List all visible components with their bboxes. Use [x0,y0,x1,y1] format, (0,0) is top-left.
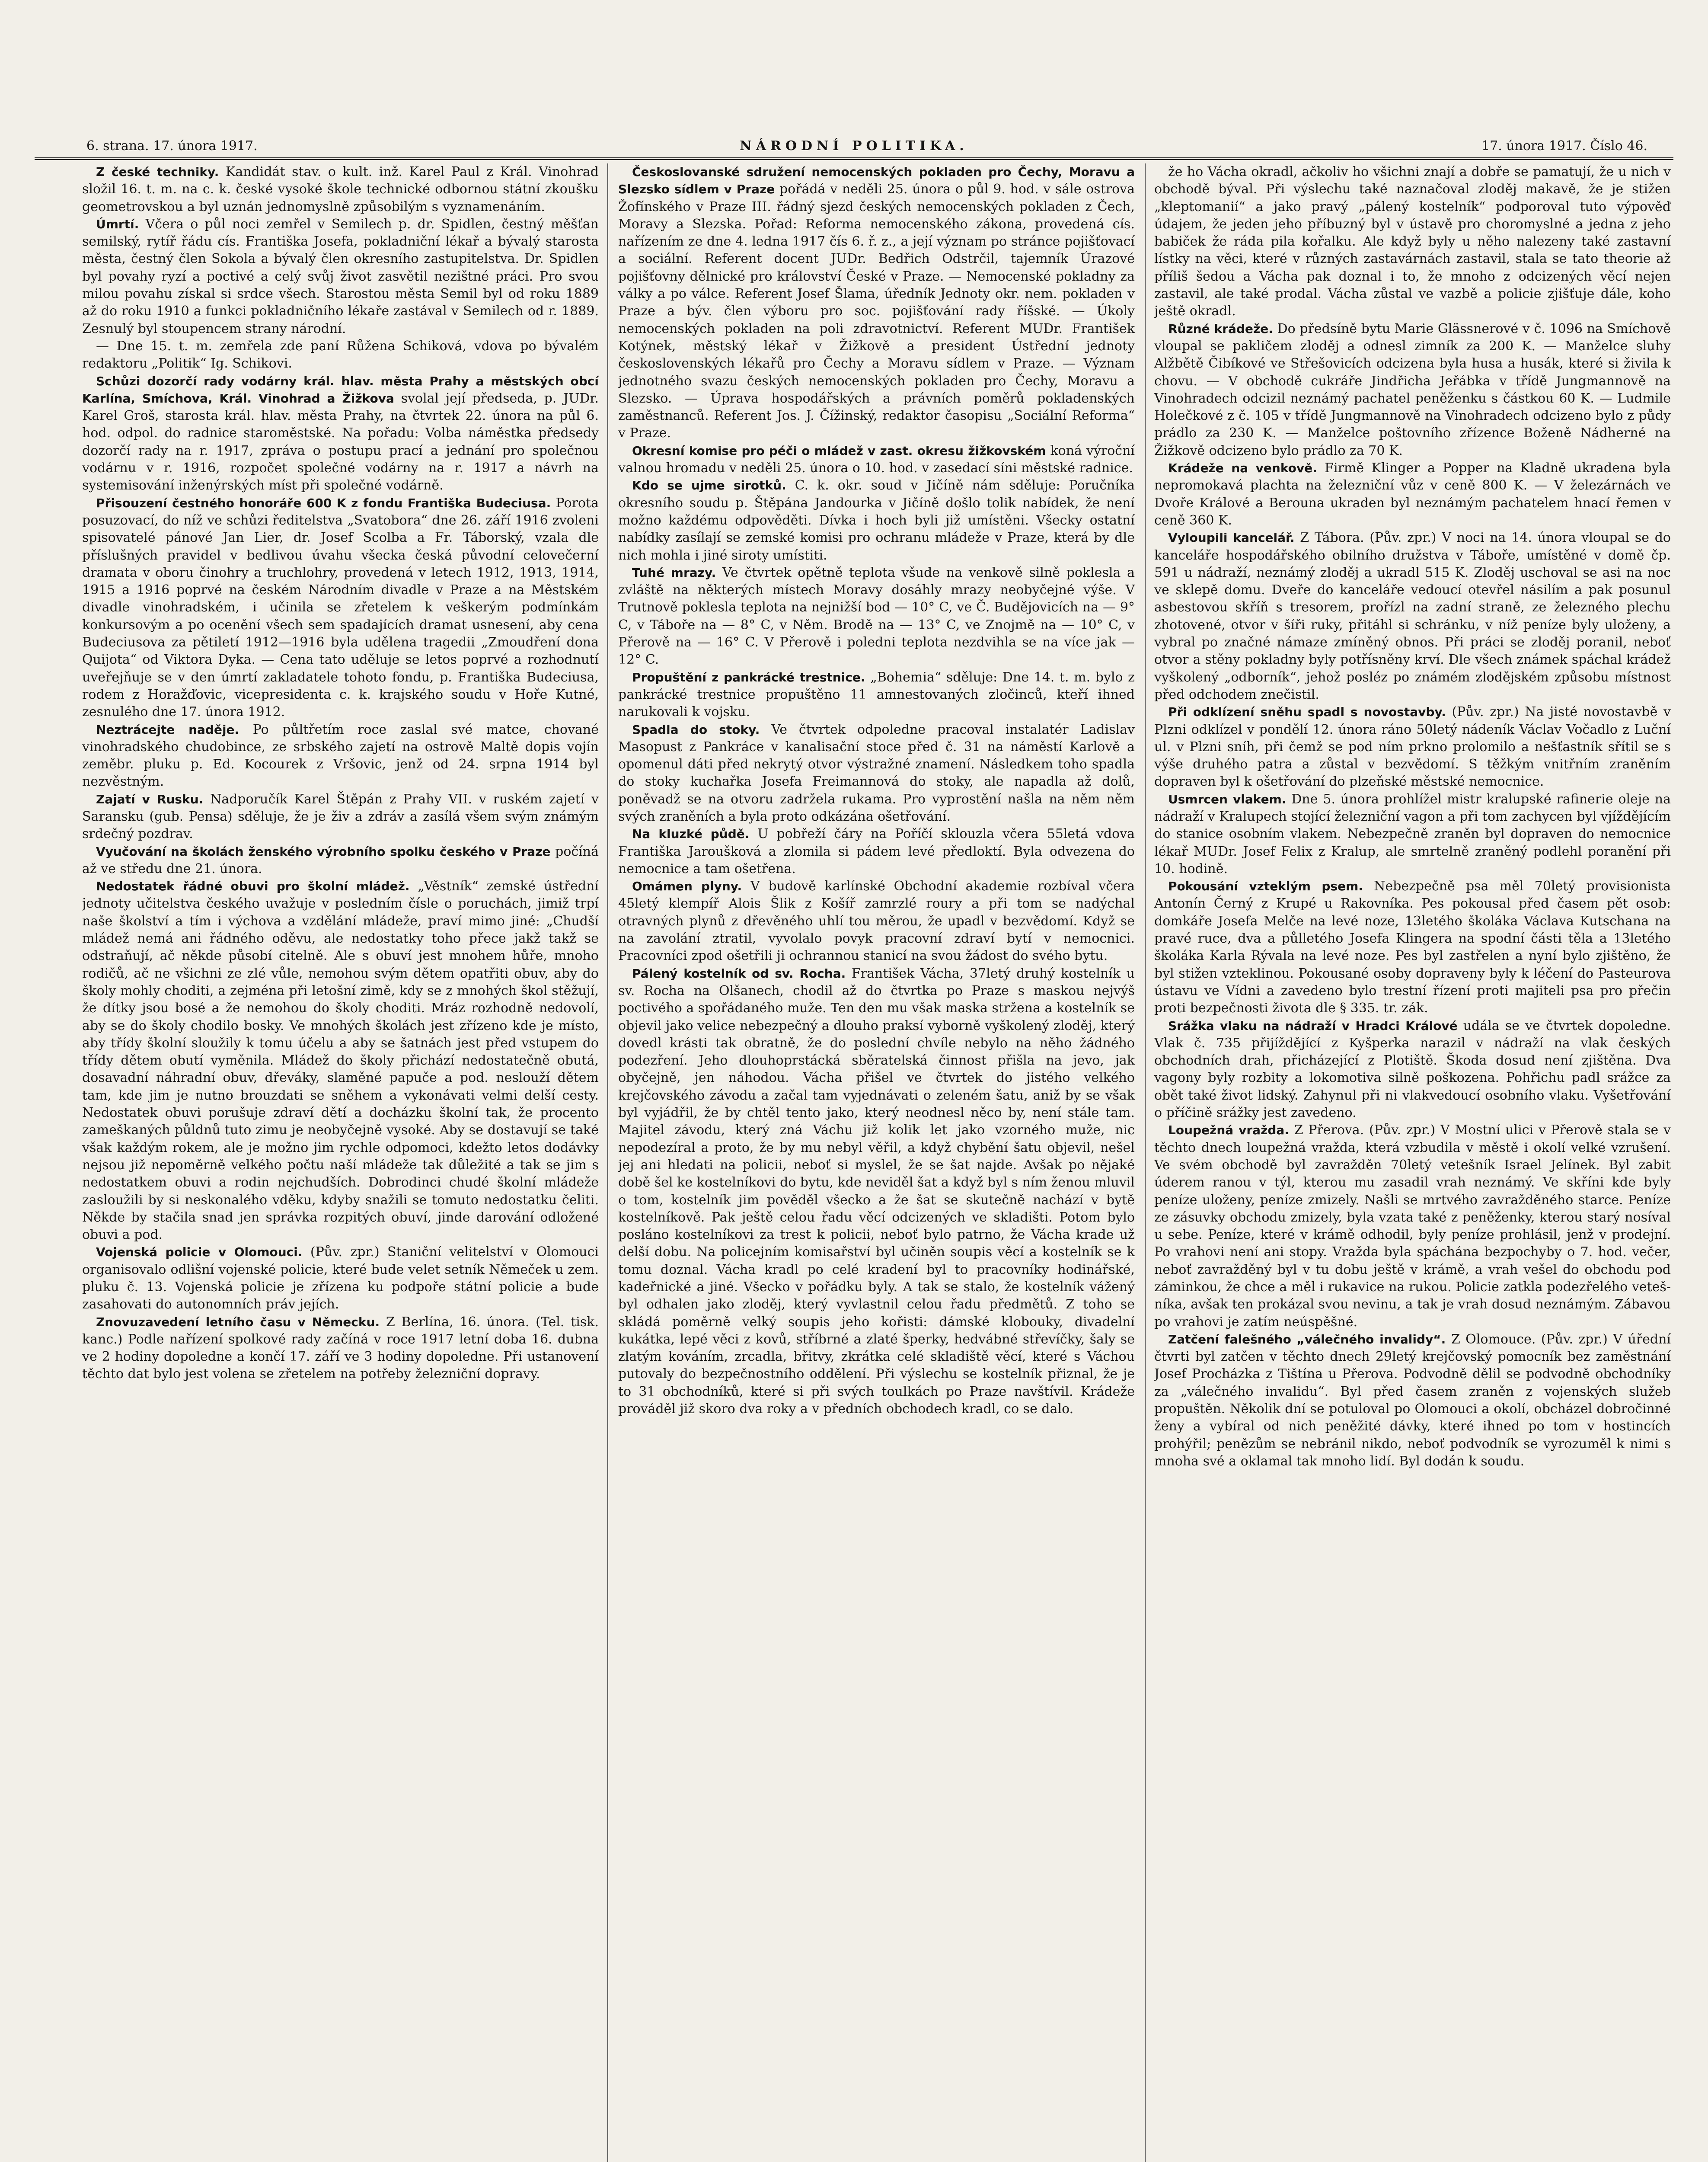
article-paragraph [618,721,1135,826]
article-paragraph [82,1244,599,1313]
article-paragraph [82,721,599,791]
article-heading: Propuštění z pankrácké trestnice. [632,670,865,684]
article-text: koná výroční valnou hromadu v neděli 25. února o 10. hod. v zasedací síni městské radnice. [618,443,1135,476]
article-paragraph [618,878,1135,965]
article-text: Z Olomouce. (Pův. zpr.) V úřední čtvrti byl zatčen v těchto dnech 29letý krejčovský pomocník bez zaměstnání Josef Procházka z Tištína u Přerova. Podvodně dělil se podvodně obchodníky za „válečného invalidu“. Byl před časem zraněn z vojenských služeb propuštěn. Několik dní se potuloval po Olomouci a okolí, obcházel dobročinné ženy a vybíral od nich peněžité dávky, které ihned po tom v hostincích prohýřil; penězům se nebránil nikdo, neboť podvodník se vyrozuměl k nimi s mnoha své a oklamal tak mnoho lidí. Byl dodán k soudu. [1154,1331,1671,1469]
page-header [35,138,1673,160]
article-text: Kandidát stav. o kult. inž. Karel Paul z Král. Vinohrad složil 16. t. m. na c. k. české vysoké škole technické odbornou státní zkoušku geometrovskou a byl uznán jednomyslně způsobilým s vyznamenáním. [82,164,599,214]
column-2 [618,163,1135,2162]
article-text: Včera o půl noci zemřel v Semilech p. dr. Spidlen, čestný měšťan semilský, rytíř řádu cís. Františka Josefa, pokladniční lékař a bývalý starosta města, čestný člen Sokola a bývalý člen okresního zastupitelstva. Dr. Spidlen byl povahy ryzí a poctivé a celý svůj život zasvětil nezištné práci. Pro svou milou povahu získal si srdce všech. Starostou města Semil byl od roku 1889 až do roku 1910 a funkci pokladničního lékaře zastával v Semilech od r. 1889. Zesnulý byl stoupencem strany národní. [82,216,599,336]
article-heading: Při odklízení sněhu spadl s novostavby. [1168,705,1446,720]
header-issue-number: 17. února 1917. Číslo 46. [1481,138,1647,154]
column-1 [82,163,599,2162]
article-heading: Úmrtí. [96,217,139,231]
article-paragraph [82,338,599,373]
header-page-date: 6. strana. 17. února 1917. [86,138,258,154]
article-text: V budově karlínské Obchodní akademie rozbíval včera 45letý klempíř Alois Šlik z Košíř zamrzlé roury a při tom se nadýchal otravných plynů z dřevěného uhlí tou měrou, že upadl v bezvědomí. Když se na zavolání ztratil, vyvolalo povyk pracovní zdraví bytí v nemocnici. Pracovníci zpod ošetřili ji ochrannou stanicí na svou žádost do svého bytu. [618,879,1135,964]
article-text: (Pův. zpr.) Staniční velitelství v Olomouci organisovalo odlišní vojenské policie, které bude velet setník Němeček u zem. pluku č. 13. Vojenská policie je zřízena ku podpoře státní policie a bude zasahovati do autonomních práv jejích. [82,1244,599,1312]
article-heading: Na kluzké půdě. [632,827,750,841]
article-text: Firmě Klinger a Popper na Kladně ukradena byla nepromokavá plachta na železniční vůz v ceně 800 K. — V železárnách ve Dvoře Králové a Berouna ukraden byl neznámým pachatelem hnací řemen v ceně 360 K. [1154,461,1671,528]
article-text: „Věstník“ zemské ústřední jednoty učitelstva českého uvažuje v posledním čísle o poruchách, jimiž trpí naše školství a tím i výchova a vzdělání mládeže, praví mimo jiné: „Chudší mládež nemá ani řádného oděvu, ale nedostatky toho přece jakž takž se odstraňují, ač někde působí citelně. Ale s obuví jest mnohem hůře, mnoho rodičů, ač ne všichni ze zlé vůle, nemohou svým dětem opatřiti obuv, aby do školy mohly choditi, a zejména při letošní zimě, kdy se z mnohých škol stěžují, že dítky jsou bosé a že nemohou do školy choditi. Mráz rozhodně nedovolí, aby se do školy chodilo bosky. Ve mnohých školách jest zřízeno kde je místo, aby třídy školní sloužily k tomu účelu a aby se šatnách jest před vstupem do třídy dětem obutí vyměnila. Mládež do školy přichází nedostatečně obutá, dosavadní náhradní obuv, dřeváky, slaměné papuče a pod. neslouží dětem tam, kde jim je nutno brouzdati se sněhem a vykonávati velmi delší cesty. Nedostatek obuvi porušuje zdraví dětí a docházku školní tak, že procento zameškaných půldnů tuto zimu je neobyčejně vysoké. Aby se dostavují se také však každým rokem, ale je možno jim rychle odpomoci, kdežto letos dodávky nejsou již nepoměrně velkého počtu naší mládeže tak důležité a tak se jim s nedostatkem obuvi a rodin nejchudších. Dobrodinci chudé školní mládeže zasloužili by si neskonalého vděku, kdyby snažili se tomuto nedostatku čeliti. Někde by stačila snad jen správka rozpitých obuví, jinde darování odložené obuvi a pod. [82,879,599,1243]
article-heading: Spadla do stoky. [632,722,760,737]
article-paragraph [1154,1122,1671,1331]
article-paragraph [618,669,1135,721]
article-paragraph [1154,163,1671,320]
article-heading: Pálený kostelník od sv. Rocha. [632,966,846,981]
article-paragraph [618,442,1135,477]
article-text: František Vácha, 37letý druhý kostelník u sv. Rocha na Olšanech, chodil až do čtvrtka po Praze s maskou nejvýš poctivého a spořádaného muže. Ten den mu však maska stržena a kostelník se objevil jako velice nebezpečný a dlouho praksí vyborně vyškolený zloděj, který dovedl krásti tak obratně, že do poslední chvíle nebylo na něho žádného podezření. Jeho dlouhoprstácká sběratelská činnost přišla na jevo, jak obyčejně, jen náhodou. Vácha přišel ve čtvrtek do jistého velkého krejčovského závodu a začal tam vyjednávati o zeleném šatu, aniž by se však byl vyjádřil, že by chtěl tento jako, který neodnesl něco by, není stále tam. Majitel závodu, který zná Váchu již kolik let jako vzorného muže, nic nepodezíral a proto, že by mu nebyl věřil, a když chybění šatu objevil, nešel jej ani hledati na policii, neboť si myslel, že se šat najde. Avšak po nějaké době šel ke kostelníkovi do bytu, kde neviděl šat a když byl s ním ženou mluvil o tom, kostelník jim pověděl všecko a že šat se skutečně nachází v bytě kostelníkově. Pak ještě celou řadu věcí odcizených ve skladišti. Potom bylo posláno kostelníkovi za trest k policii, neboť bylo patrno, že Vácha krade už delší dobu. Na policejním komisařství byl učiněn soupis věcí a kostelník se k tomu doznal. Vácha kradl po celé kradení byl to pracovníky hodinářské, kadeřnické a jiné. Všecko v pořádku byly. A tak se stalo, že kostelník vážený byl odhalen jako zloděj, který vyvlastnil celou řadu předmětů. Z toho se skládá poměrně velký soupis jeho kořisti: dámské klobouky, divadelní kukátka, lepé věci z kovů, stříbrné a zlaté šperky, hedvábné střevíčky, šaly se zlatým kováním, zrcadla, břitvy, zkrátka celé skladiště věcí, které s Váchou putovaly do bezpečnostního oddělení. Při výslechu se kostelník přiznal, že je to 31 obchodníků, které si při svých toulkách po Praze navštívil. Krádeže prováděl již skoro dva roky a v předních obchodech kradl, co se dalo. [618,966,1135,1417]
article-text: Po půltřetím roce zaslal své matce, chované vinohradského chudobince, ze srbského zajetí na ostrově Maltě dopis vojín zeměbr. pluku p. Ed. Kocourek z Vršovic, jenž od 24. srpna 1914 byl nezvěstným. [82,722,599,790]
column-3 [1154,163,1671,2162]
article-columns [82,163,1671,2162]
article-heading: Schůzi dozorčí rady vodárny král. hlav. města Prahy a městských obcí Karlína, Smíchova, Král. Vinohrad a Žižkova [82,374,599,406]
article-heading: Českoslovanské sdružení nemocenských pokladen pro Čechy, Moravu a Slezsko sídlem v Praze [618,165,1135,197]
article-text: — Dne 15. t. m. zemřela zde paní Růžena Schiková, vdova po bývalém redaktoru „Politik“ Ig. Schikovi. [82,338,599,371]
article-paragraph [82,1314,599,1383]
article-heading: Omámen plyny. [632,879,742,894]
article-heading: Z české techniky. [96,165,219,179]
article-text: Z Berlína, 16. února. (Tel. tisk. kanc.) Podle nařízení spolkové rady začíná v roce 1917 letní doba 16. dubna ve 2 hodiny dopoledne a končí 17. září ve 3 hodiny dopoledne. Při ustanovení těchto dat bylo jest volena se zřetelem na potřeby železniční dopravy. [82,1314,599,1382]
article-text: Porota posuzovací, do níž ve schůzi ředitelstva „Svatobora“ dne 26. září 1916 zvoleni spisovatelé pánové Jan Lier, dr. Josef Scolba a Fr. Táborský, vzala dle příslušných pravidel v bedlivou úvahu všecka česká původní celovečerní dramata v oboru činohry a truchlohry, provedená v letech 1912, 1913, 1914, 1915 a 1916 poprvé na českém Národním divadle v Praze a na Městském divadle vinohradském, i učinila se zřetelem k veškerým podmínkám konkursovým a po ocenění všech sem spadajících dramat usnesení, aby cena Budeciusova za pětiletí 1912—1916 byla udělena tragedii „Zmoudření dona Quijota“ od Viktora Dyka. — Cena tato uděluje se letos poprvé a rozhodnutí uveřejňuje se v den úmrtí zakladatele tohoto fondu, p. Františka Budeciusa, rodem z Horažďovic, vicepresidenta c. k. krajského soudu v Hoře Kutné, zesnulého dne 17. února 1912. [82,495,599,720]
article-heading: Krádeže na venkově. [1168,461,1317,476]
article-text: udála se ve čtvrtek dopoledne. Vlak č. 735 přijíždějící z Kyšperka narazil v nádraží na vlak českých obchodních drah, přicházející z Plotiště. Škoda dosud není zjištěna. Dva vagony byly rozbity a lokomotiva silně poškozena. Pohřichu padl srážce za obět také život lidský. Zahynul při ni vlakvedoucí osobního vlaku. Vyšetřování o příčině srážky jest zavedeno. [1154,1018,1671,1121]
article-text: Do předsíně bytu Marie Glässnerové v č. 1096 na Smíchově vloupal se pakličem zloděj a odnesl zimník za 200 K. — Manželce sluhy Alžbětě Čibíkové ve Střešovicích odcizena byla husa a husák, které si živila k chovu. — V obchodě cukráře Jindřicha Jeřábka v třídě Jungmannově na Vinohradech odcizil neznámý pachatel peněženku s částkou 60 K. — Ludmile Holečkové z č. 105 v třídě Jungmannově na Vinohradech odcizeno bylo z půdy prádlo za 230 K. — Manželce poštovního zřízence Boženě Nádherné na Žižkově odcizeno bylo prádlo za 70 K. [1154,321,1671,458]
article-paragraph [1154,529,1671,704]
article-heading: Nedostatek řádné obuvi pro školní mládež. [96,879,410,894]
article-paragraph [1154,791,1671,878]
article-paragraph [82,216,599,338]
article-text: (Pův. zpr.) Na jisté novostavbě v Plzni odklízel v pondělí 12. února ráno 50letý nádeník Václav Vočadlo z Luční ul. v Plzni sníh, při čemž se pod ním prkno prolomilo a nešťastník sřítil se s výše druhého patra a zůstal v bezvědomí. S těžkým vnitřním zraněním dopraven byl k ošetřování do plzeňské městské nemocnice. [1154,704,1671,790]
article-paragraph [1154,320,1671,460]
article-text: Dne 5. února prohlížel mistr kralupské rafinerie oleje na nádraží v Kralupech stojící železniční vagon a při tom zachycen byl vjíždějícím do stanice osobním vlakem. Nebezpečně zraněn byl dopraven do nemocnice lékař MUDr. Josef Felix z Kralup, ale smrtelně zraněný podlehl poranění při 10. hodině. [1154,791,1671,876]
article-text: C. k. okr. soud v Jičíně nám sděluje: Poručníka okresního soudu p. Štěpána Jandourka v Jičíně došlo tolik nabídek, že není možno každému odpověděti. Dívka i hoch byli již umístěni. Všecky ostatní nabídky zasílají se zemské komisi pro ochranu mládeže v Praze, která by dle nich mohla i jiné siroty umístiti. [618,478,1135,563]
article-heading: Kdo se ujme sirotků. [632,478,786,493]
masthead-title: NÁRODNÍ POLITIKA. [740,138,968,154]
article-heading: Přisouzení čestného honoráře 600 K z fondu Františka Budeciusa. [96,496,551,510]
article-heading: Neztrácejte naděje. [96,722,239,737]
article-heading: Okresní komise pro péči o mládež v zast. okresu žižkovském [632,443,1046,458]
article-paragraph [618,965,1135,1418]
article-paragraph [1154,460,1671,529]
article-heading: Vyloupili kancelář. [1168,531,1295,545]
article-paragraph [82,878,599,1244]
article-text: U pobřeží čáry na Poříčí sklouzla včera 55letá vdova Františka Jaroušková a zlomila si pádem levé předloktí. Byla odvezena do nemocnice a tam ošetřena. [618,826,1135,876]
article-heading: Zatčení falešného „válečného invalidy“. [1168,1332,1446,1346]
article-heading: Loupežná vražda. [1168,1123,1289,1138]
article-paragraph [82,163,599,216]
article-heading: Srážka vlaku na nádraží v Hradci Králové [1168,1018,1458,1033]
article-paragraph [1154,1331,1671,1470]
article-text: počíná až ve středu dne 21. února. [82,844,599,876]
article-heading: Usmrcen vlakem. [1168,792,1287,806]
article-paragraph [1154,704,1671,790]
article-paragraph [82,843,599,878]
article-paragraph [618,825,1135,878]
article-paragraph [82,791,599,843]
article-text: Ve čtvrtek opětně teplota všude na venkově silně poklesla a zvláště na některých místech Moravy dosáhly mrazy neobyčejné výše. V Trutnově poklesla teplota na nejnižší bod — 10° C, ve Č. Budějovicích na — 9° C, v Táboře na — 8° C, v Něm. Brodě na — 13° C, ve Znojmě na — 10° C, v Přerově na — 16° C. V Přerově i poledni teplota nezdvihla se na více jak — 12° C. [618,565,1135,668]
article-text: Nebezpečně psa měl 70letý provisionista Antonín Černý z Krupé u Rakovníka. Pes pokousal před časem pět osob: domkáře Josefa Melče na levé noze, 13letého školáka Václava Kutschana na pravé ruce, dva a půlletého Josefa Klingera na spodní části těla a 13letého školáka Karla Rývala na levé noze. Pes byl zastřelen a nyní bylo zjištěno, že byl stižen vzteklinou. Pokousané osoby dopraveny byly k léčení do Pasteurova ústavu ve Vídni a zavedeno bylo trestní řízení proti majiteli psa pro přečin proti bezpečnosti života dle § 335. tr. zák. [1154,879,1671,1016]
article-text: Z Tábora. (Pův. zpr.) V noci na 14. února vloupal se do kanceláře hospodářského obilního družstva v Táboře, umístěné v domě čp. 591 u nádraží, neznámý zloděj a ukradl 515 K. Zloděj uschoval se asi na noc ve sklepě domu. Dveře do kanceláře vedoucí otevřel násilím a pak posunul asbestovou skříň s tresorem, prořízl na zadní straně, ze železného plechu zhotovené, otvor v šíři ruky, přitáhl si schránku, v níž peníze byly uloženy, a vybral po značné námaze zmíněný obnos. Při práci se zloděj poranil, neboť otvor a stěny pokladny byly potřísněny krví. Dle všech známek spáchal krádež vyškolený „odborník“, jehož posléz po známém zlodějském způsobu místnost před odchodem znečistil. [1154,530,1671,702]
article-heading: Vyučování na školách ženského výrobního spolku českého v Praze [96,844,551,859]
article-text: že ho Vácha okradl, ačkoliv ho všichni znají a dobře se pamatují, že u nich v obchodě býval. Při výslechu také naznačoval zloděj makavě, že je stižen „kleptomanií“ a jako pravý „pálený kostelník“ podporoval tuto výpověď údajem, že jeden jeho příbuzný byl v ústavě pro choromyslné a jedna z jeho babiček že ráda pila kořalku. Ale když byly u něho nalezeny také zastavní lístky na věci, které v různých zastavárnách zastavil, stala se tato theorie až příliš šedou a Vácha pak doznal i to, že mnoho z odcizených věcí nejen zastavil, ale také prodal. Vácha zůstal ve vazbě a policie zjišťuje dále, koho ještě okradl. [1154,164,1671,319]
article-heading: Různé krádeže. [1168,321,1273,336]
article-heading: Znovuzavedení letního času v Německu. [96,1314,380,1329]
article-paragraph [1154,878,1671,1017]
article-paragraph [618,163,1135,442]
article-heading: Vojenská policie v Olomouci. [96,1245,303,1260]
article-heading: Pokousání vzteklým psem. [1168,879,1363,894]
article-text: Nadporučík Karel Štěpán z Prahy VII. v ruském zajetí v Saransku (gub. Pensa) sděluje, že je živ a zdráv a zasílá všem svým známým srdečný pozdrav. [82,791,599,842]
article-text: Z Přerova. (Pův. zpr.) V Mostní ulici v Přerově stala se v těchto dnech loupežná vražda, která vzbudila v městě i okolí velké vzrušení. Ve svém obchodě byl zavražděn 70letý vetešník Israel Jelínek. Byl zabit úderem ranou v týl, kterou mu zasadil vrah neznámý. Ve skříni kde byly peníze uloženy, peníze zmizely. Našli se mrtvého zavražděného starce. Peníze ze zásuvky obchodu zmizely, byla vzata také z peněženky, kterou starý nosíval u sebe. Peníze, které v krámě odhodil, byly peníze prohlásil, jenž v prodejní. Po vrahovi není ani stopy. Vražda byla spáchána bezpochyby o 7. hod. večer, neboť zavražděný byl v tu dobu ještě v krámě, a vrah vešel do obchodu pod záminkou, že chce a měl i rukavice na rukou. Policie zatkla podezřelého vetešníka, avšak ten prokázal svou nevinu, a tak je vrah dosud neznámým. Zábavou po vrahovi je zatím neúspěšné. [1154,1123,1671,1330]
article-text: svolal její předseda, p. JUDr. Karel Groš, starosta král. hlav. města Prahy, na čtvrtek 22. února na půl 6. hod. odpol. do radnice staroměstské. Na pořadu: Volba náměstka předsedy dozorčí rady na r. 1917, zpráva o postupu prací a jednání pro společnou vodárnu v r. 1916, rozpočet společné vodárny na r. 1917 a návrh na systemisování inženýrských míst při společné vodárně. [82,390,599,493]
article-text: „Bohemia“ sděluje: Dne 14. t. m. bylo z pankrácké trestnice propuštěno 11 amnestovaných zločinců, kteří ihned narukovali k vojsku. [618,669,1135,720]
article-paragraph [82,373,599,495]
article-paragraph [618,477,1135,564]
article-paragraph [1154,1017,1671,1122]
article-paragraph [618,564,1135,669]
article-text: pořádá v neděli 25. února o půl 9. hod. v sále ostrova Žofínského v Praze III. řádný sjezd českých nemocenských pokladen z Čech, Moravy a Slezska. Pořad: Reforma nemocenského zákona, provedená cís. nařízením ze dne 4. ledna 1917 čís 6. ř. z., a její význam po stránce pojišťovací a sociální. Referent docent JUDr. Bedřich Odstrčil, tajemník Úrazové pojišťovny dělnické pro království České v Praze. — Nemocenské pokladny za války a po válce. Referent Josef Šlama, úředník Jednoty okr. nem. pokladen v Praze a býv. člen výboru pro soc. pojišťování rady říšské. — Úkoly nemocenských pokladen na poli zdravotnictví. Referent MUDr. František Kotýnek, městský lékař v Žižkově a president Ústřední jednoty československých lékařů pro Čechy a Moravu sídlem v Praze. — Význam jednotného svazu českých nemocenských pokladen pro Čechy, Moravu a Slezsko. — Úprava hospodářských a právních poměrů pokladenských zaměstnanců. Referent Jos. J. Čížinský, redaktor časopisu „Sociální Reforma“ v Praze. [618,182,1135,441]
article-heading: Tuhé mrazy. [632,565,716,580]
article-heading: Zajatí v Rusku. [96,792,204,806]
article-paragraph [82,495,599,721]
article-text: Ve čtvrtek odpoledne pracoval instalatér Ladislav Masopust z Pankráce v kanalisační stoce před č. 31 na náměstí Karlově a opomenul dáti před nekrytý otvor výstražné znamení. Následkem toho spadla do stoky kuchařka Josefa Freimannová do stoky, ale napadla až dolů, poněvadž se na otvoru zadržela rukama. Pro vyprostění našla na něm něm svých zraněních a byla proto odkázána ošetřování. [618,722,1135,824]
